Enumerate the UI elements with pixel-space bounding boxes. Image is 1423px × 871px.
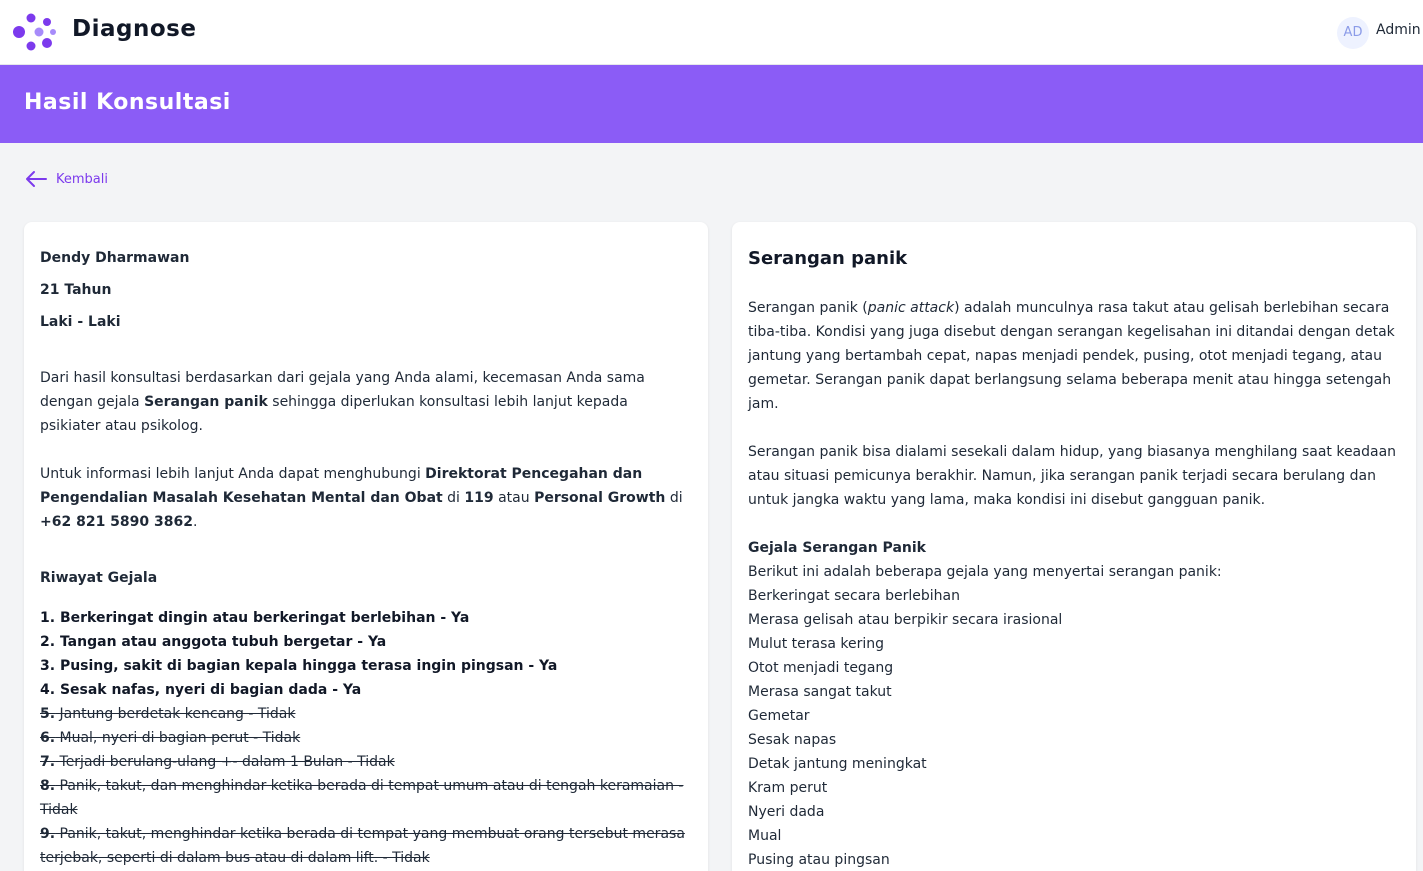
page-title: Hasil Konsultasi (24, 90, 231, 115)
user-name[interactable]: Admin (1376, 22, 1421, 38)
history-item-number: 7. (40, 754, 56, 770)
contact-text: di (442, 490, 465, 506)
disease-text: Serangan panik ( (748, 300, 868, 316)
page-banner (0, 65, 1423, 143)
disease-text: ) adalah munculnya rasa takut atau gelisah berlebihan secara tiba-tiba. Kondisi yang juga disebut dengan serangan kegelisahan ini ditandai dengan detak jantung yang bertambah cepat, napas menjadi pendek, pusing, otot menjadi tegang, atau gemetar. Serangan panik dapat berlangsung selama beberapa menit atau hingga setengah jam. (748, 300, 1395, 412)
contact-org-1: Direktorat Pencegahan dan Pengendalian Masalah Kesehatan Mental dan Obat (40, 466, 643, 506)
history-item-number: 3. (40, 658, 56, 674)
history-item-text: Pusing, sakit di bagian kepala hingga terasa ingin pingsan - Ya (59, 658, 558, 674)
patient-gender: Laki - Laki (40, 314, 121, 330)
history-item (40, 702, 692, 726)
history-item-text: Tangan atau anggota tubuh bergetar - Ya (59, 634, 387, 650)
history-item (40, 678, 692, 702)
symptom-item: Merasa sangat takut (748, 684, 892, 700)
result-paragraph (40, 366, 692, 438)
history-item (40, 750, 692, 774)
top-navbar (0, 0, 1423, 65)
history-item-text: Terjadi berulang-ulang +- dalam 1 Bulan - Tidak (59, 754, 395, 770)
patient-name: Dendy Dharmawan (40, 250, 190, 266)
symptom-history-list (40, 606, 692, 870)
avatar[interactable]: AD (1337, 17, 1369, 49)
history-item (40, 654, 692, 678)
disease-info-card (732, 222, 1416, 871)
history-item-text: Sesak nafas, nyeri di bagian dada - Ya (59, 682, 362, 698)
history-item (40, 606, 692, 630)
history-item (40, 774, 692, 822)
contact-text: di (665, 490, 683, 506)
disease-title: Serangan panik (748, 248, 908, 269)
contact-number-2: +62 821 5890 3862 (40, 514, 193, 530)
symptom-item: Merasa gelisah atau berpikir secara irasional (748, 612, 1063, 628)
disease-description (748, 296, 1400, 416)
disease-term: panic attack (867, 300, 955, 316)
disease-description-2: Serangan panik bisa dialami sesekali dalam hidup, yang biasanya menghilang saat keadaan atau situasi pemicunya berakhir. Namun, jika serangan panik terjadi secara berulang dan untuk jangka waktu yang lama, maka kondisi ini disebut gangguan panik. (748, 444, 1397, 508)
result-card (24, 222, 708, 871)
symptom-list (748, 584, 1400, 871)
history-item-number: 9. (40, 826, 56, 842)
history-item-text: Mual, nyeri di bagian perut - Tidak (59, 730, 301, 746)
result-text: Dari hasil konsultasi berdasarkan dari gejala yang Anda alami, kecemasan Anda sama dengan gejala (40, 370, 645, 410)
symptom-item: Nyeri dada (748, 804, 825, 820)
contact-paragraph (40, 462, 692, 534)
history-item-number: 6. (40, 730, 56, 746)
logo-icon[interactable] (12, 12, 56, 52)
symptom-item: Otot menjadi tegang (748, 660, 894, 676)
brand-name[interactable]: Diagnose (72, 16, 197, 42)
history-item (40, 630, 692, 654)
history-item-text: Panik, takut, menghindar ketika berada di tempat yang membuat orang tersebut merasa terjebak, seperti di dalam bus atau di dalam lift. - Tidak (40, 826, 685, 866)
back-link[interactable] (24, 168, 108, 190)
symptom-item: Mual (748, 828, 782, 844)
history-item-number: 2. (40, 634, 56, 650)
contact-text: . (193, 514, 198, 530)
symptom-item: Pusing atau pingsan (748, 852, 890, 868)
symptoms-intro: Berikut ini adalah beberapa gejala yang menyertai serangan panik: (748, 564, 1222, 580)
history-item-number: 8. (40, 778, 56, 794)
symptom-item: Kram perut (748, 780, 828, 796)
symptom-item: Mulut terasa kering (748, 636, 885, 652)
history-item-text: Jantung berdetak kencang - Tidak (59, 706, 296, 722)
history-item-text: Panik, takut, dan menghindar ketika berada di tempat umum atau di tengah keramaian - Tidak (40, 778, 684, 818)
patient-age: 21 Tahun (40, 282, 112, 298)
contact-org-2: Personal Growth (534, 490, 666, 506)
symptom-item: Detak jantung meningkat (748, 756, 927, 772)
symptom-item: Sesak napas (748, 732, 837, 748)
history-item-number: 5. (40, 706, 56, 722)
contact-text: atau (493, 490, 535, 506)
history-item-text: Berkeringat dingin atau berkeringat berlebihan - Ya (59, 610, 470, 626)
symptom-item: Gemetar (748, 708, 810, 724)
symptoms-title: Gejala Serangan Panik (748, 540, 926, 556)
result-text-end: sehingga diperlukan konsultasi lebih lanjut kepada psikiater atau psikolog. (40, 394, 628, 434)
history-title: Riwayat Gejala (40, 570, 158, 586)
history-item-number: 1. (40, 610, 56, 626)
arrow-left-icon (24, 169, 48, 189)
back-label: Kembali (56, 171, 108, 187)
contact-text: Untuk informasi lebih lanjut Anda dapat menghubungi (40, 466, 426, 482)
history-item-number: 4. (40, 682, 56, 698)
contact-number-1: 119 (464, 490, 494, 506)
history-item (40, 822, 692, 870)
history-item (40, 726, 692, 750)
result-disease: Serangan panik (144, 394, 268, 410)
symptom-item: Berkeringat secara berlebihan (748, 588, 960, 604)
patient-info (40, 246, 692, 334)
